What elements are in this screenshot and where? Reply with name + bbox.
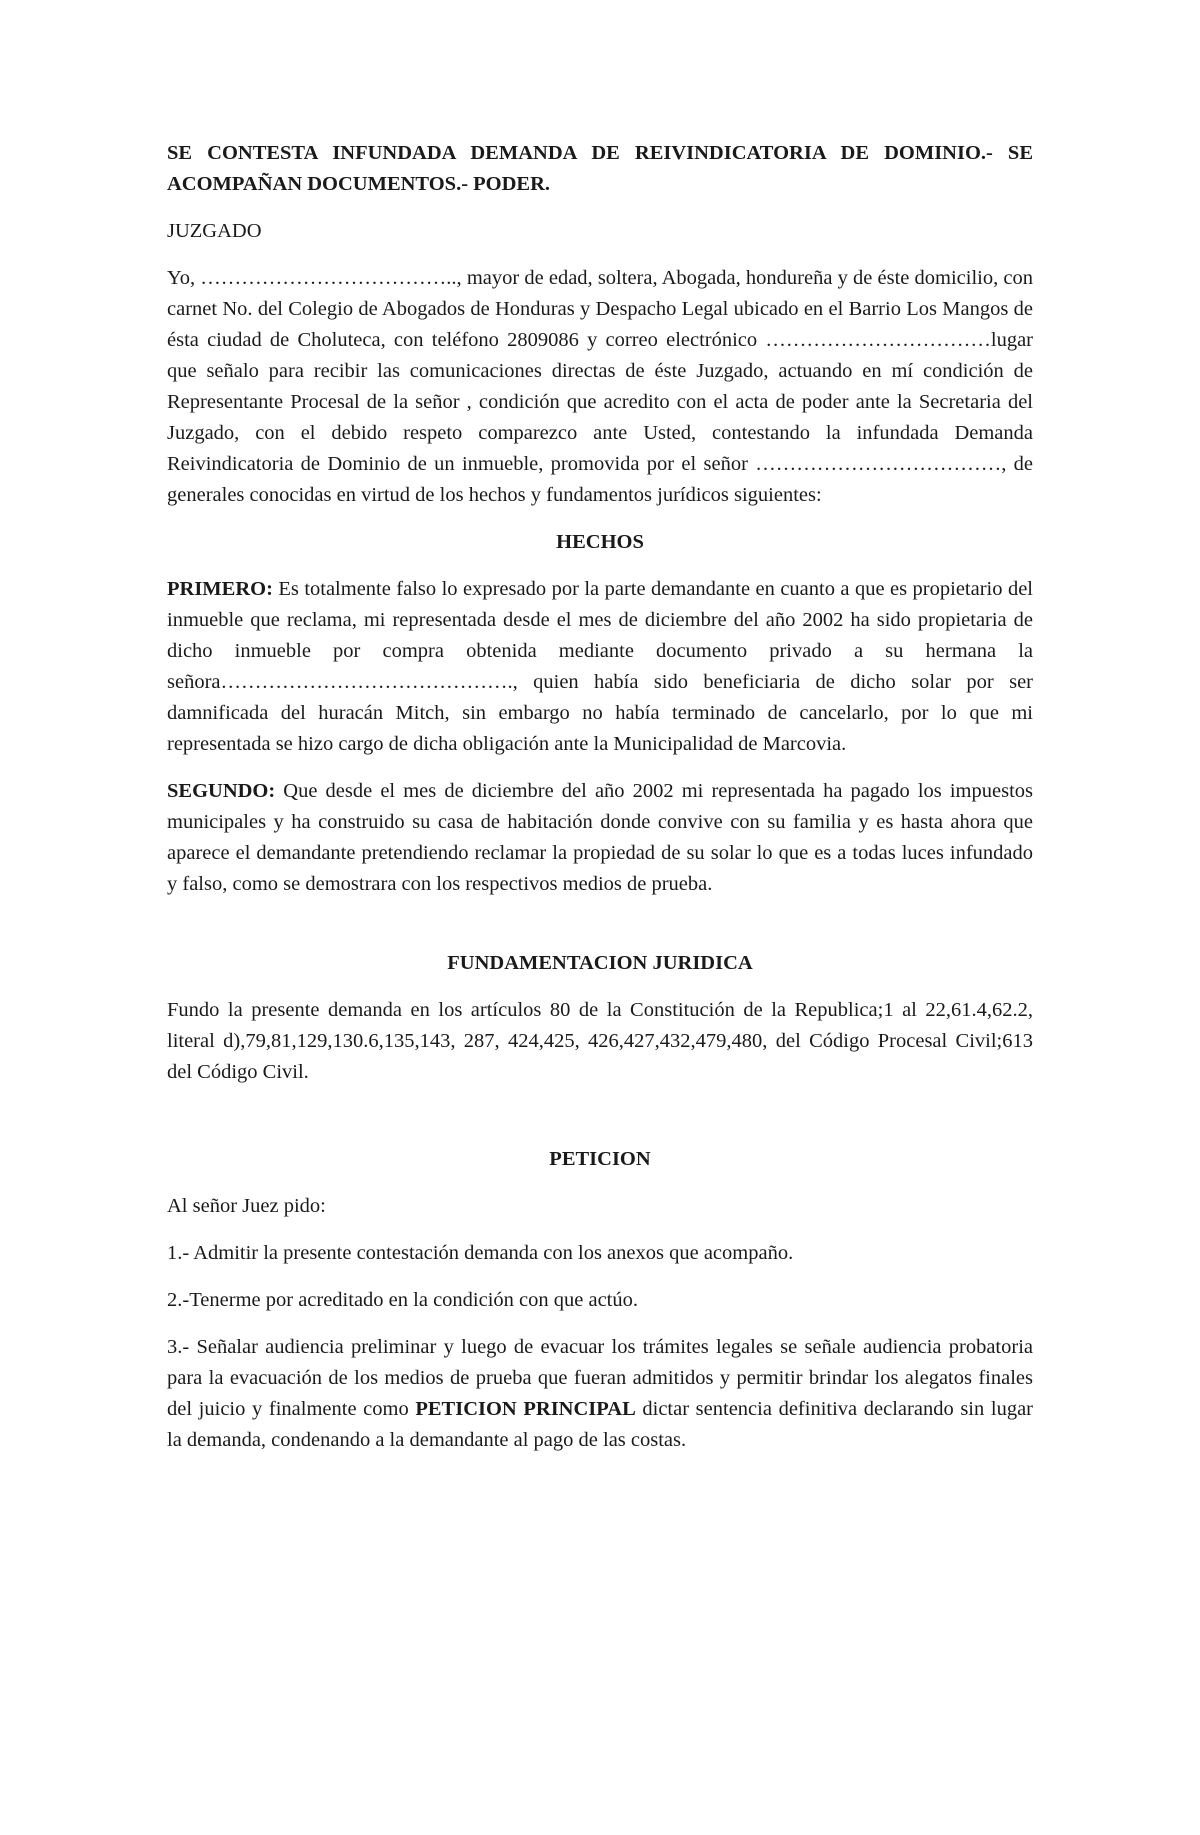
peticion-heading: PETICION	[549, 1148, 651, 1170]
document-title: SE CONTESTA INFUNDADA DEMANDA DE REIVINDICATORIA DE DOMINIO.- SE ACOMPAÑAN DOCUMENTOS.- PODER.	[167, 142, 1033, 195]
hechos-heading: HECHOS	[556, 531, 644, 553]
item3-text-b: dictar sentencia definitiva declarando sin lugar la demanda, condenando a la demandante al pago de las costas.	[167, 1398, 1034, 1451]
fundamentacion-heading: FUNDAMENTACION JURIDICA	[447, 952, 753, 974]
peticion-item-1: 1.- Admitir la presente contestación demanda con los anexos que acompaño.	[167, 1242, 794, 1264]
hechos-primero	[167, 574, 1033, 760]
hechos-segundo	[167, 776, 1033, 900]
segundo-label: SEGUNDO:	[167, 780, 276, 802]
document-page	[167, 138, 1033, 1472]
court-label: JUZGADO	[167, 220, 262, 242]
intro-paragraph: Yo, ……………………………….., mayor de edad, soltera, Abogada, hondureña y de éste domicilio, con carnet No. del Colegio de Abogados de Honduras y Despacho Legal ubicado en el Barrio Los Mangos de ésta ciudad de Choluteca, con teléfono 2809086 y correo electrónico ……………………………lugar que señalo para recibir las comunicaciones directas de éste Juzgado, actuando en mí condición de Representante Procesal de la señor , condición que acredito con el acta de poder ante la Secretaria del Juzgado, con el debido respeto comparezco ante Usted, contestando la infundada Demanda Reivindicatoria de Dominio de un inmueble, promovida por el señor ………………………………, de generales conocidas en virtud de los hechos y fundamentos jurídicos siguientes:	[167, 267, 1033, 506]
peticion-item-2: 2.-Tenerme por acreditado en la condición con que actúo.	[167, 1289, 638, 1311]
item3-text-a: 3.- Señalar audiencia preliminar y luego de evacuar los trámites legales se señale audiencia probatoria para la evacuación de los medios de prueba que fueran admitidos y permitir brindar los alegatos finales del juicio y finalmente como	[167, 1336, 1033, 1420]
fundamentacion-text: Fundo la presente demanda en los artículos 80 de la Constitución de la Republica;1 al 22,61.4,62.2, literal d),79,81,129,130.6,135,143, 287, 424,425, 426,427,432,479,480, del Código Procesal Civil;613 del Código Civil.	[167, 999, 1033, 1083]
peticion-item-3	[167, 1332, 1033, 1456]
segundo-text: Que desde el mes de diciembre del año 2002 mi representada ha pagado los impuestos municipales y ha construido su casa de habitación donde convive con su familia y es hasta ahora que aparece el demandante pretendiendo reclamar la propiedad de su solar lo que es a todas luces infundado y falso, como se demostrara con los respectivos medios de prueba.	[167, 780, 1033, 895]
peticion-intro: Al señor Juez pido:	[167, 1195, 326, 1217]
primero-label: PRIMERO:	[167, 578, 273, 600]
primero-text: Es totalmente falso lo expresado por la parte demandante en cuanto a que es propietario del inmueble que reclama, mi representada desde el mes de diciembre del año 2002 ha sido propietaria de dicho inmueble por compra obtenida mediante documento privado a su hermana la señora……………………………………., quien había sido beneficiaria de dicho solar por ser damnificada del huracán Mitch, sin embargo no había terminado de cancelarlo, por lo que mi representada se hizo cargo de dicha obligación ante la Municipalidad de Marcovia.	[167, 578, 1033, 755]
item3-bold: PETICION PRINCIPAL	[415, 1398, 636, 1420]
